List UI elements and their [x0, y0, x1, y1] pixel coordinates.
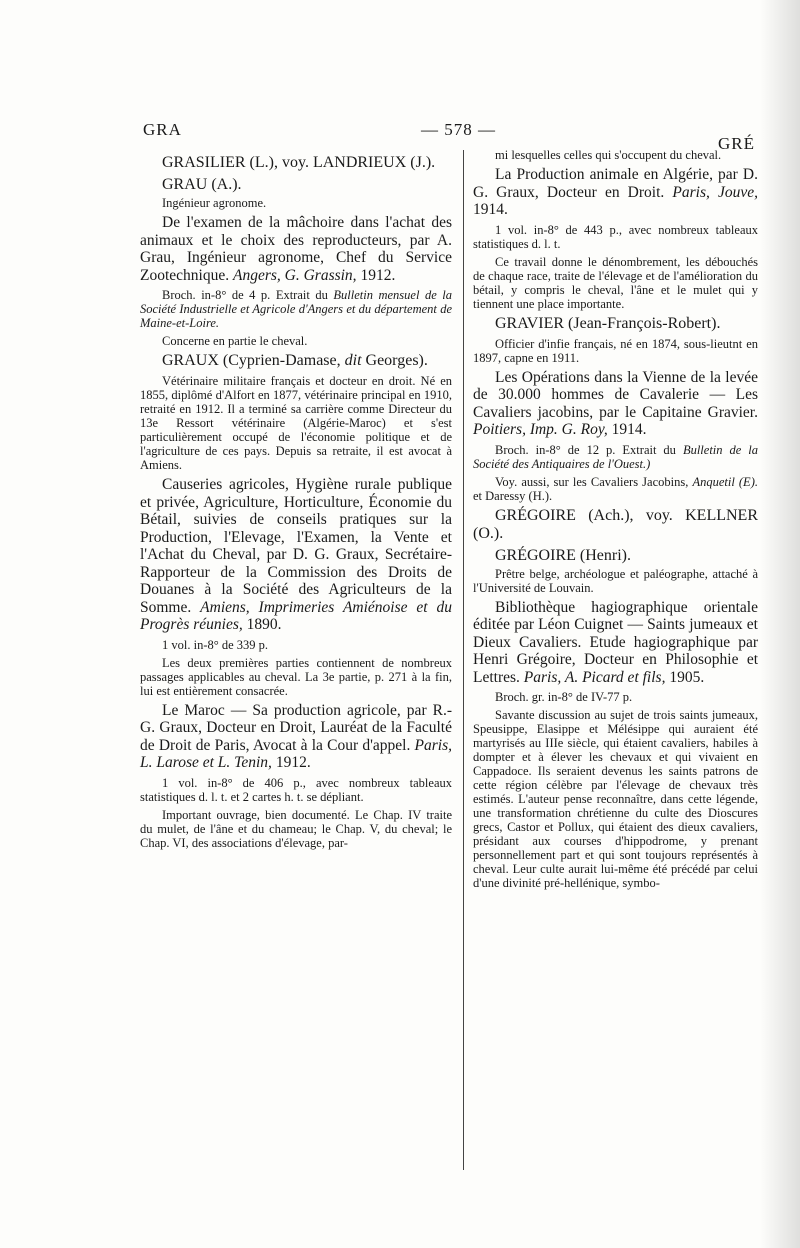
- left-column-paragraph: [140, 196, 452, 210]
- paragraph-text: De l'examen de la mâchoire dans l'achat des animaux et le choix des reproducteurs, par A. Grau, Ingénieur agronome, Chef du Service Zootechnique.: [140, 214, 452, 284]
- left-column-paragraph: [140, 702, 452, 772]
- paragraph-text: Les deux premières parties contiennent de nombreux passages applicables au cheval. La 3e partie, p. 271 à la fin, lui est entièrement consacrée.: [140, 655, 452, 698]
- paragraph-text: Voy. aussi, sur les Cavaliers Jacobins,: [495, 474, 689, 489]
- paragraph-italic-text: Poitiers, Imp. G. Roy,: [473, 421, 608, 438]
- left-column-paragraph: [140, 656, 452, 698]
- paragraph-text: 1 vol. in-8° de 339 p.: [162, 637, 269, 652]
- paragraph-text: Broch. in-8° de 4 p. Extrait du: [162, 288, 328, 302]
- paragraph-trailing-text: 1912.: [275, 754, 311, 771]
- paragraph-text: GRAU (A.).: [162, 176, 242, 193]
- paragraph-text: Savante discussion au sujet de trois saints jumeaux, Speusippe, Elasippe et Mélésippe qui auraient été martyrisés au IIIe siècle, qui étaient cavaliers, habiles à dompter et à élever les chevaux et qui vivaient en Cappadoce. Ils seraient devenus les saints patrons de cette région célèbre par l'élevage de chevaux très estimés. L'auteur pense reconnaître, dans cette légende, une transformation chrétienne du culte des Dioscures grecs, Castor et Pollux, qui étaient des dieux cavaliers, présidant aux courses d'hippodrome, y prenant personnellement part et qui sont toujours représentés à cheval. Leur culte aurait lui-même été précédé par celui d'une divinité pré-hellénique, symbo-: [473, 708, 758, 890]
- paragraph-trailing-text: Georges).: [365, 352, 428, 369]
- paragraph-text: 1 vol. in-8° de 443 p., avec nombreux tableaux statistiques d. l. t.: [473, 222, 758, 251]
- right-column-paragraph: [473, 599, 758, 687]
- paragraph-trailing-text: 1905.: [669, 668, 705, 686]
- paragraph-text: Bibliothèque hagiographique orientale éditée par Léon Cuignet — Saints jumeaux et Dieux Cavaliers. Etude hagiographique par Henri Grégoire, Docteur en Philosophie et Lettres.: [473, 598, 758, 686]
- page-header: [143, 120, 755, 153]
- paragraph-text: Les Opérations dans la Vienne de la levée de 30.000 hommes de Cavalerie — Les Cavaliers jacobins, par le Capitaine Gravier.: [473, 368, 758, 421]
- paragraph-italic-text: Paris, L. Larose et L. Tenin,: [140, 736, 453, 771]
- paragraph-text: mi lesquelles celles qui s'occupent du cheval.: [495, 148, 722, 162]
- paragraph-text: Ingénieur agronome.: [162, 196, 267, 210]
- right-column-paragraph: [473, 475, 758, 503]
- paragraph-italic-text: dit: [344, 352, 362, 369]
- right-column-paragraph: [473, 547, 758, 565]
- left-column-paragraph: [140, 288, 452, 330]
- right-column-paragraph: [473, 148, 758, 162]
- right-column-paragraph: [473, 369, 758, 439]
- paragraph-trailing-text: 1890.: [246, 616, 282, 633]
- left-column-paragraph: [140, 352, 452, 370]
- paragraph-text: 1 vol. in-8° de 406 p., avec nombreux tableaux statistiques d. l. t. et 2 cartes h. t. se dépliant.: [140, 775, 452, 804]
- paragraph-text: Vétérinaire militaire français et docteur en droit. Né en 1855, diplômé d'Alfort en 1877, vétérinaire principal en 1910, retraité en 1912. Il a terminé sa carrière comme Directeur du 13e Ressort vétérinaire (Algérie-Maroc) et s'est particulièrement occupé de l'économie politique et de l'agriculture de ces pays. Depuis sa retraite, il est avocat à Amiens.: [140, 374, 452, 472]
- header-left-guideword: GRA: [143, 120, 182, 139]
- paragraph-text: Officier d'infie français, né en 1874, sous-lieutnt en 1897, capne en 1911.: [473, 336, 758, 365]
- paragraph-text: Broch. gr. in-8° de IV-77 p.: [495, 690, 633, 704]
- paragraph-text: GRÉGOIRE (Ach.), voy. KELLNER (O.).: [473, 506, 758, 542]
- header-right-guideword: GRÉ: [718, 134, 755, 153]
- paragraph-text: Important ouvrage, bien documenté. Le Chap. IV traite du mulet, de l'âne et du chameau; le Chap. V, du cheval; le Chap. VI, des associations d'élevage, par-: [140, 807, 452, 850]
- paragraph-text: Prêtre belge, archéologue et paléographe, attaché à l'Université de Louvain.: [473, 566, 758, 595]
- paragraph-italic-text: Paris, Jouve,: [672, 183, 758, 201]
- left-column-paragraph: [140, 334, 452, 348]
- left-column: [140, 150, 452, 854]
- paragraph-text: Ce travail donne le dénombrement, les débouchés de chaque race, traite de l'élevage et de l'amélioration du bétail, y compris le cheval, l'âne et le mulet qui y tiennent une place importante.: [473, 254, 758, 311]
- right-column-paragraph: [473, 567, 758, 595]
- paragraph-trailing-text: et Daressy (H.).: [473, 488, 553, 503]
- right-column-paragraph: [473, 443, 758, 471]
- right-column-paragraph: [473, 223, 758, 251]
- right-column-paragraph: [473, 255, 758, 311]
- paragraph-text: GRASILIER (L.), voy. LANDRIEUX (J.).: [162, 154, 436, 171]
- left-column-paragraph: [140, 176, 452, 194]
- right-column-paragraph: [473, 690, 758, 704]
- paragraph-italic-text: Angers, G. Grassin,: [232, 266, 357, 284]
- left-column-paragraph: [140, 374, 452, 472]
- page-number: — 578 —: [421, 120, 496, 139]
- right-column-paragraph: [473, 507, 758, 543]
- paragraph-trailing-text: 1912.: [360, 266, 396, 284]
- right-column-paragraph: [473, 166, 758, 219]
- paragraph-italic-text: Amiens, Imprimeries Amiénoise et du Progrès réunies,: [140, 598, 452, 633]
- paragraph-text: Concerne en partie le cheval.: [162, 334, 308, 348]
- left-column-paragraph: [140, 638, 452, 652]
- paragraph-italic-text: Paris, A. Picard et fils,: [523, 668, 666, 686]
- paragraph-text: Broch. in-8° de 12 p. Extrait du: [495, 442, 676, 457]
- right-column-paragraph: [473, 337, 758, 365]
- left-column-paragraph: [140, 154, 452, 172]
- paragraph-text: GRAUX (Cyprien-Damase,: [162, 352, 341, 369]
- paragraph-trailing-text: 1914.: [611, 421, 647, 438]
- paragraph-text: GRAVIER (Jean-François-Robert).: [495, 314, 721, 332]
- page-binding-shadow: [760, 0, 800, 1248]
- paragraph-text: Le Maroc — Sa production agricole, par R.-G. Graux, Docteur en Droit, Lauréat de la Faculté de Droit de Paris, Avocat à la Cour d'appel.: [140, 701, 452, 754]
- paragraph-italic-text: Anquetil (E).: [692, 474, 758, 489]
- paragraph-text: Causeries agricoles, Hygiène rurale publique et privée, Agriculture, Horticulture, Économie du Bétail, suivies de conseils pratiques sur la Production, l'Elevage, l'Examen, la Vente et l'Achat du Cheval, par D. G. Graux, Secrétaire-Rapporteur de la Commission des Droits de Douanes à la Société des Agriculteurs de la Somme.: [140, 476, 452, 616]
- paragraph-italic-text: Bulletin de la Société des Antiquaires de l'Ouest.): [473, 442, 759, 471]
- left-column-paragraph: [140, 808, 452, 850]
- right-column-paragraph: [473, 315, 758, 333]
- left-column-paragraph: [140, 214, 452, 284]
- left-column-paragraph: [140, 476, 452, 634]
- right-column: [473, 150, 758, 894]
- paragraph-trailing-text: 1914.: [473, 201, 508, 218]
- paragraph-text: GRÉGOIRE (Henri).: [495, 546, 631, 564]
- paragraph-text: La Production animale en Algérie, par D. G. Graux, Docteur en Droit.: [473, 166, 758, 201]
- paragraph-italic-text: Bulletin mensuel de la Société Industrielle et Agricole d'Angers et du département de Maine-et-Loire.: [140, 288, 453, 330]
- right-column-paragraph: [473, 708, 758, 890]
- left-column-paragraph: [140, 776, 452, 804]
- column-divider: [463, 150, 464, 1170]
